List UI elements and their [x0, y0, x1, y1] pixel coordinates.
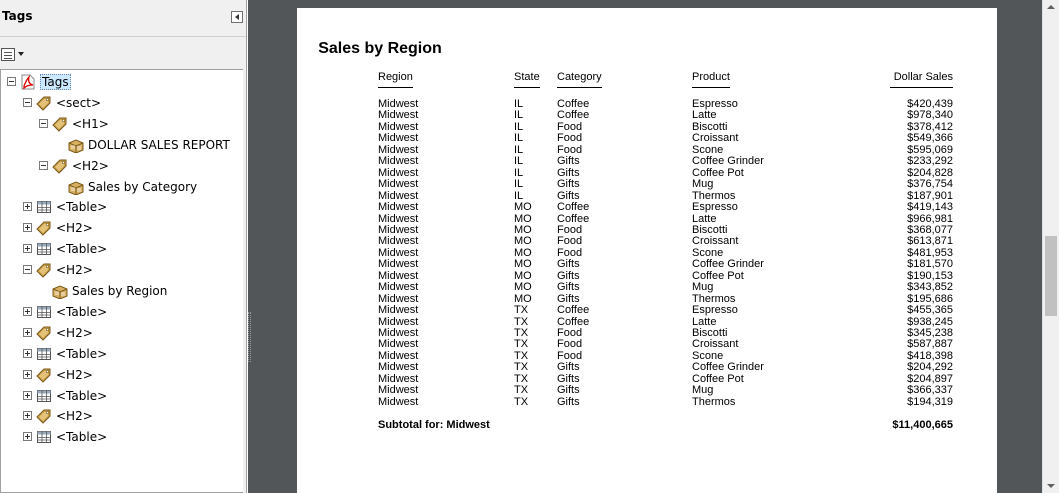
tag-icon [36, 262, 52, 278]
table-cell: Food [557, 338, 583, 351]
scroll-down-arrow-icon[interactable] [1047, 484, 1055, 488]
content-container-icon [68, 179, 84, 195]
table-cell: $378,412 [907, 120, 953, 133]
scroll-up-arrow-icon[interactable] [1047, 5, 1055, 9]
table-cell: Midwest [378, 178, 419, 191]
table-cell: $343,852 [907, 281, 953, 294]
tree-node[interactable] [1, 406, 241, 426]
table-cell: Midwest [378, 212, 419, 225]
table-cell: Gifts [557, 258, 580, 271]
table-icon [36, 199, 52, 215]
table-cell: $376,754 [907, 178, 953, 191]
table-cell: Midwest [378, 338, 419, 351]
table-cell: $587,887 [907, 338, 953, 351]
tree-node-label: <Table> [56, 346, 108, 361]
table-cell: Midwest [378, 372, 419, 385]
table-cell: Biscotti [692, 223, 728, 236]
table-cell: IL [514, 189, 524, 202]
table-cell: Gifts [557, 372, 580, 385]
table-cell: Biscotti [692, 327, 728, 339]
tree-node[interactable] [1, 302, 241, 322]
tree-node-label: <H2> [72, 158, 109, 173]
table-cell: IL [514, 155, 524, 168]
table-cell: $204,897 [907, 372, 953, 385]
table-icon [36, 304, 52, 320]
table-cell: IL [514, 143, 524, 156]
table-cell: $938,245 [907, 315, 953, 328]
table-icon [36, 241, 52, 257]
table-cell: Gifts [557, 395, 580, 408]
table-cell: Food [557, 143, 583, 156]
tree-node-label: Tags [42, 75, 69, 89]
tree-node-label: <Table> [56, 304, 108, 319]
tree-node-label: <H2> [56, 409, 93, 424]
table-cell: Midwest [378, 155, 419, 168]
tree-node[interactable] [1, 197, 241, 217]
table-cell: Espresso [692, 201, 738, 214]
table-cell: Midwest [378, 143, 419, 156]
content-container-icon [52, 283, 68, 299]
tag-icon [36, 367, 52, 383]
table-cell: Midwest [378, 395, 419, 408]
table-cell: Midwest [378, 223, 419, 236]
table-cell: TX [514, 384, 529, 397]
table-cell: Coffee Grinder [692, 155, 764, 168]
tree-node[interactable] [1, 156, 241, 176]
table-cell: IL [514, 178, 524, 191]
collapse-icon[interactable] [23, 98, 32, 107]
collapse-icon[interactable] [7, 77, 16, 86]
tree-node-label: DOLLAR SALES REPORT [88, 137, 230, 152]
table-cell: $194,319 [907, 395, 953, 408]
expand-icon[interactable] [23, 202, 32, 211]
tree-node[interactable] [1, 344, 241, 364]
scroll-thumb[interactable] [1045, 236, 1057, 316]
panel-splitter[interactable] [248, 312, 251, 362]
table-icon [36, 388, 52, 404]
table-icon [36, 429, 52, 445]
subtotal-label: Subtotal for: Midwest [378, 419, 490, 431]
table-cell: Midwest [378, 132, 419, 145]
table-cell: Gifts [557, 166, 580, 179]
table-cell: $420,439 [907, 98, 953, 110]
table-cell: MO [514, 258, 532, 271]
table-cell: $181,570 [907, 258, 953, 271]
tag-icon [36, 325, 52, 341]
expand-icon[interactable] [23, 223, 32, 232]
table-cell: Midwest [378, 384, 419, 397]
tags-tree [0, 69, 243, 493]
table-cell: Coffee [557, 201, 590, 214]
table-cell: Food [557, 349, 583, 362]
table-cell: Midwest [378, 98, 419, 110]
table-cell: Midwest [378, 304, 419, 317]
table-cell: Croissant [692, 338, 739, 351]
table-cell: Midwest [378, 246, 419, 259]
table-cell: $549,366 [907, 132, 953, 145]
tree-node[interactable] [1, 260, 241, 280]
table-cell: $195,686 [907, 292, 953, 305]
table-cell: MO [514, 269, 532, 282]
table-cell: $595,069 [907, 143, 953, 156]
table-cell: Gifts [557, 281, 580, 294]
column-header: Dollar Sales [890, 71, 953, 88]
table-cell: Midwest [378, 189, 419, 202]
table-cell: $481,953 [907, 246, 953, 259]
column-header: State [514, 71, 540, 88]
tree-node-label: Sales by Region [72, 284, 168, 298]
table-cell: Food [557, 132, 583, 145]
tree-node[interactable] [1, 72, 241, 92]
tree-node[interactable] [1, 93, 241, 113]
table-icon [36, 346, 52, 362]
table-cell: Espresso [692, 304, 738, 317]
table-cell: TX [514, 315, 529, 328]
table-cell: TX [514, 372, 529, 385]
table-cell: MO [514, 281, 532, 294]
table-cell: Coffee [557, 109, 590, 122]
tree-node-label: Sales by Category [88, 179, 198, 194]
column-header: Region [378, 71, 413, 88]
table-cell: MO [514, 201, 532, 214]
tree-node-label: <sect> [56, 95, 102, 110]
tree-node-label: <Table> [56, 242, 108, 257]
table-cell: Gifts [557, 384, 580, 397]
table-cell: Midwest [378, 235, 419, 248]
report-title: Sales by Region [318, 40, 442, 57]
table-cell: $455,365 [907, 304, 953, 317]
expand-icon[interactable] [23, 370, 32, 379]
table-cell: Midwest [378, 269, 419, 282]
table-cell: $613,871 [907, 235, 953, 248]
table-cell: MO [514, 212, 532, 225]
table-cell: TX [514, 327, 529, 339]
table-cell: TX [514, 361, 529, 374]
table-cell: $419,143 [907, 201, 953, 214]
table-cell: Food [557, 223, 583, 236]
table-cell: Midwest [378, 292, 419, 305]
table-cell: MO [514, 292, 532, 305]
table-cell: Scone [692, 246, 724, 259]
table-cell: Food [557, 235, 583, 248]
table-cell: $190,153 [907, 269, 953, 282]
table-cell: $418,398 [907, 349, 953, 362]
tag-icon [52, 116, 68, 132]
table-cell: Scone [692, 349, 724, 362]
table-cell: Latte [692, 109, 717, 122]
table-cell: Coffee [557, 315, 590, 328]
table-cell: IL [514, 132, 524, 145]
table-cell: Mug [692, 384, 714, 397]
table-cell: Gifts [557, 155, 580, 168]
table-cell: IL [514, 98, 524, 110]
expand-icon[interactable] [23, 349, 32, 358]
tree-node-label: <H2> [56, 325, 93, 340]
tags-panel-title: Tags [2, 9, 33, 23]
tree-node-label: <H2> [56, 221, 93, 236]
tree-node[interactable] [1, 239, 241, 259]
table-cell: Midwest [378, 201, 419, 214]
table-cell: Midwest [378, 109, 419, 122]
table-cell: TX [514, 395, 529, 408]
table-cell: MO [514, 235, 532, 248]
subtotal-value: $11,400,665 [892, 419, 953, 431]
table-cell: Gifts [557, 178, 580, 191]
table-cell: MO [514, 246, 532, 259]
expand-icon[interactable] [23, 307, 32, 316]
table-cell: $345,238 [907, 327, 953, 339]
tags-panel-header [0, 0, 246, 37]
table-cell: Midwest [378, 258, 419, 271]
table-cell: Midwest [378, 327, 419, 339]
table-cell: $204,292 [907, 361, 953, 374]
tags-panel [0, 0, 247, 493]
table-cell: MO [514, 223, 532, 236]
tree-node-label: <H2> [56, 367, 93, 382]
table-cell: Croissant [692, 132, 739, 145]
table-cell: $233,292 [907, 155, 953, 168]
content-container-icon [68, 137, 84, 153]
table-cell: TX [514, 349, 529, 362]
table-cell: Midwest [378, 315, 419, 328]
tree-node[interactable] [1, 427, 241, 447]
table-cell: $366,337 [907, 384, 953, 397]
table-cell: TX [514, 304, 529, 317]
table-cell: IL [514, 166, 524, 179]
tree-node-label: <Table> [56, 430, 108, 445]
table-cell: Biscotti [692, 120, 728, 133]
expand-icon[interactable] [23, 244, 32, 253]
collapse-icon[interactable] [39, 119, 48, 128]
table-cell: Thermos [692, 189, 736, 202]
table-cell: $966,981 [907, 212, 953, 225]
table-cell: Midwest [378, 281, 419, 294]
expand-icon[interactable] [23, 328, 32, 337]
tree-node-label: <H1> [72, 116, 109, 131]
expand-icon[interactable] [23, 411, 32, 420]
collapse-panel-button[interactable] [231, 11, 243, 23]
table-cell: Gifts [557, 361, 580, 374]
table-cell: IL [514, 109, 524, 122]
table-cell: Gifts [557, 292, 580, 305]
table-cell: Midwest [378, 349, 419, 362]
tag-icon [52, 158, 68, 174]
tree-node[interactable] [1, 177, 241, 197]
table-cell: Thermos [692, 292, 736, 305]
table-cell: Coffee [557, 212, 590, 225]
tree-node[interactable] [1, 218, 241, 238]
tree-node[interactable] [1, 323, 241, 343]
table-cell: $368,077 [907, 223, 953, 236]
tree-node[interactable] [1, 386, 241, 406]
tree-node[interactable] [1, 365, 241, 385]
table-cell: Latte [692, 315, 717, 328]
table-cell: Food [557, 327, 583, 339]
expand-icon[interactable] [23, 432, 32, 441]
table-cell: TX [514, 338, 529, 351]
table-cell: Midwest [378, 120, 419, 133]
tag-icon [36, 220, 52, 236]
table-cell: $978,340 [907, 109, 953, 122]
tree-node-label: <Table> [56, 200, 108, 215]
table-cell: $187,901 [907, 189, 953, 202]
pdf-document-icon [20, 74, 36, 90]
table-cell: Mug [692, 281, 714, 294]
tree-node[interactable] [1, 114, 241, 134]
expand-icon[interactable] [23, 391, 32, 400]
table-cell: Food [557, 246, 583, 259]
table-cell: Scone [692, 143, 724, 156]
table-cell: Coffee Grinder [692, 361, 764, 374]
tree-node-label: <Table> [56, 388, 108, 403]
tree-node[interactable] [1, 281, 241, 301]
table-cell: Food [557, 120, 583, 133]
table-cell: Coffee Pot [692, 372, 744, 385]
column-header: Category [557, 71, 602, 88]
table-cell: IL [514, 120, 524, 133]
vertical-scrollbar[interactable] [1042, 0, 1059, 493]
table-cell: Midwest [378, 166, 419, 179]
tag-icon [36, 95, 52, 111]
collapse-arrow-icon [235, 14, 239, 20]
table-cell: $204,828 [907, 166, 953, 179]
table-cell: Mug [692, 178, 714, 191]
table-cell: Midwest [378, 361, 419, 374]
tag-icon [36, 408, 52, 424]
collapse-icon[interactable] [39, 161, 48, 170]
collapse-icon[interactable] [23, 265, 32, 274]
table-cell: Coffee Pot [692, 269, 744, 282]
table-cell: Latte [692, 212, 717, 225]
column-header: Product [692, 71, 730, 88]
table-cell: Espresso [692, 98, 738, 110]
table-cell: Coffee Grinder [692, 258, 764, 271]
table-cell: Coffee [557, 304, 590, 317]
table-cell: Croissant [692, 235, 739, 248]
table-cell: Gifts [557, 189, 580, 202]
table-cell: Coffee [557, 98, 590, 110]
tree-node[interactable] [1, 135, 241, 155]
table-cell: Gifts [557, 269, 580, 282]
tree-node-label: <H2> [56, 263, 93, 278]
table-cell: Coffee Pot [692, 166, 744, 179]
table-cell: Thermos [692, 395, 736, 408]
